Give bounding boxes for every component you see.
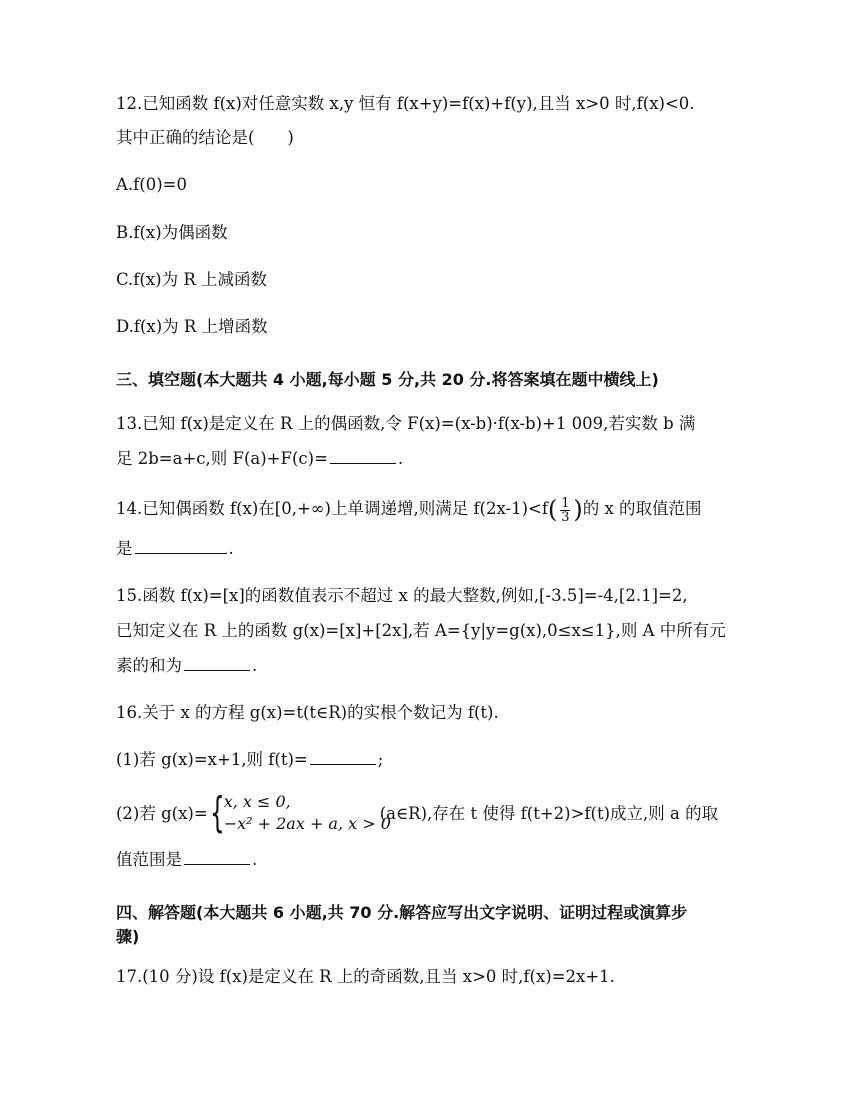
- q14-line1: [116, 494, 756, 525]
- q16-part2-line2-text: 值范围是: [116, 850, 182, 869]
- q12-stem-line1: 12.已知函数 f(x)对任意实数 x,y 恒有 f(x+y)=f(x)+f(y),且当 x>0 时,f(x)<0.: [116, 94, 695, 113]
- q15-line3: [116, 651, 756, 681]
- q12-option-a: A.f(0)=0: [116, 175, 187, 194]
- q12-stem-line2: 其中正确的结论是( ): [116, 128, 294, 147]
- q15-line3-text: 素的和为: [116, 656, 182, 675]
- q16-part2-blank: [184, 847, 250, 865]
- section3-heading: 三、填空题(本大题共 4 小题,每小题 5 分,共 20 分.将答案填在题中横线上): [116, 370, 659, 389]
- piecewise-function: [209, 787, 391, 838]
- q14-line2: [116, 534, 756, 564]
- q16-part2: [116, 787, 756, 838]
- q12-option-d: D.f(x)为 R 上增函数: [116, 317, 268, 336]
- q14-paren-close: ): [573, 495, 583, 524]
- q13-line2: [116, 444, 756, 474]
- q16-part2-condition: (a∈R),存在 t 使得 f(t+2)>f(t)成立,则 a 的取: [379, 804, 719, 823]
- q16-part1: [116, 745, 756, 775]
- q17-stem: 17.(10 分)设 f(x)是定义在 R 上的奇函数,且当 x>0 时,f(x)=2x+1.: [116, 967, 615, 986]
- q15-answer-blank: [184, 653, 250, 671]
- section4-heading-line2: 骤): [116, 927, 140, 946]
- q16-part1-text: (1)若 g(x)=x+1,则 f(t)=: [116, 750, 308, 769]
- q15-line2: 已知定义在 R 上的函数 g(x)=[x]+[2x],若 A={y|y=g(x),0≤x≤1},则 A 中所有元: [116, 621, 726, 640]
- q12-option-c: C.f(x)为 R 上减函数: [116, 270, 267, 289]
- q14-line1-text: 14.已知偶函数 f(x)在[0,+∞)上单调递增,则满足 f(2x-1)<f: [116, 499, 548, 518]
- q15-line3-end: .: [252, 656, 258, 675]
- q16-stem: 16.关于 x 的方程 g(x)=t(t∈R)的实根个数记为 f(t).: [116, 703, 499, 722]
- q13-line2-end: .: [397, 449, 404, 468]
- q16-part2-text: (2)若 g(x)=: [116, 804, 208, 823]
- q14-frac-numerator: 1: [561, 495, 570, 511]
- section4-heading-line1: 四、解答题(本大题共 6 小题,共 70 分.解答应写出文字说明、证明过程或演算步: [116, 903, 688, 922]
- q16-part1-blank: [310, 747, 376, 765]
- q13-line2-text: 足 2b=a+c,则 F(a)+F(c)=: [116, 449, 328, 468]
- q14-paren-open: (: [547, 495, 558, 524]
- q16-part2-line2-end: .: [252, 850, 258, 869]
- q14-frac-denominator: 3: [561, 509, 570, 525]
- q15-line1: 15.函数 f(x)=[x]的函数值表示不超过 x 的最大整数,例如,[-3.5]=-4,[2.1]=2,: [116, 586, 688, 605]
- q13-line1: 13.已知 f(x)是定义在 R 上的偶函数,令 F(x)=(x-b)·f(x-b)+1 009,若实数 b 满: [116, 414, 696, 433]
- piecewise-case-1: x, x ≤ 0,: [223, 791, 291, 811]
- q14-line1-end: 的 x 的取值范围: [582, 499, 702, 518]
- q14-answer-blank: [135, 536, 227, 554]
- q12-option-b: B.f(x)为偶函数: [116, 223, 228, 242]
- q16-part2-line2: [116, 845, 756, 875]
- q16-part1-end: ;: [377, 750, 384, 769]
- left-brace: {: [209, 787, 225, 837]
- q14-line2-end: .: [228, 539, 234, 558]
- piecewise-case-2: −x² + 2ax + a, x > 0: [223, 813, 391, 833]
- q14-line2-text: 是: [116, 539, 133, 558]
- q13-answer-blank: [330, 446, 396, 464]
- q14-fraction: [558, 495, 572, 525]
